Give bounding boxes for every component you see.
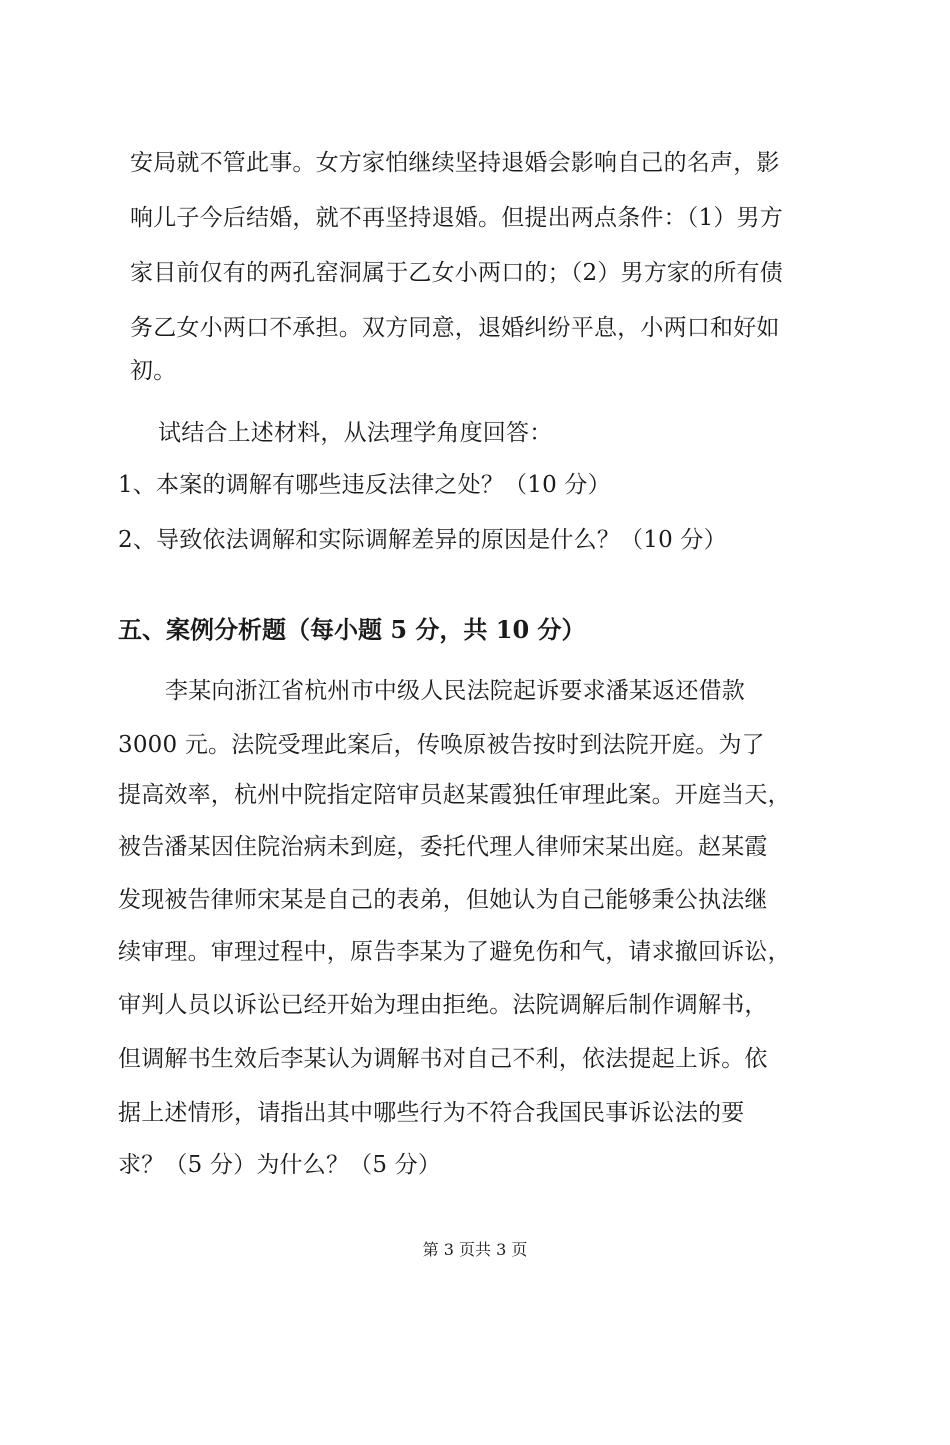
- case-line: 被告潘某因住院治病未到庭，委托代理人律师宋某出庭。赵某霞: [118, 834, 768, 860]
- case-line: 续审理。审理过程中，原告李某为了避免伤和气，请求撤回诉讼，: [118, 939, 791, 965]
- case-line: 但调解书生效后李某认为调解书对自己不利，依法提起上诉。依: [118, 1046, 768, 1072]
- case-line: 提高效率，杭州中院指定陪审员赵某霞独任审理此案。开庭当天，: [118, 782, 791, 808]
- case-line: 发现被告律师宋某是自己的表弟，但她认为自己能够秉公执法继: [118, 887, 768, 913]
- case-line: 求？（5 分）为什么？（5 分）: [118, 1152, 442, 1178]
- case-line: 据上述情形，请指出其中哪些行为不符合我国民事诉讼法的要: [118, 1100, 745, 1126]
- question-item: 2、导致依法调解和实际调解差异的原因是什么？（10 分）: [118, 527, 727, 553]
- case-line: 3000 元。法院受理此案后，传唤原被告按时到法院开庭。为了: [118, 732, 765, 758]
- paragraph-line: 初。: [130, 358, 177, 384]
- paragraph-line: 家目前仅有的两孔窑洞属于乙女小两口的；（2）男方家的所有债: [130, 260, 783, 286]
- page-number: 第 3 页共 3 页: [422, 1240, 528, 1259]
- paragraph-line: 响儿子今后结婚，就不再坚持退婚。但提出两点条件：（1）男方: [130, 205, 783, 231]
- case-line: 审判人员以诉讼已经开始为理由拒绝。法院调解后制作调解书，: [118, 992, 768, 1018]
- question-item: 1、本案的调解有哪些违反法律之处？（10 分）: [118, 472, 611, 498]
- paragraph-line: 安局就不管此事。女方家怕继续坚持退婚会影响自己的名声，影: [130, 150, 780, 176]
- section-heading: 五、案例分析题（每小题 5 分，共 10 分）: [118, 615, 586, 644]
- question-prompt: 试结合上述材料，从法理学角度回答：: [158, 420, 553, 446]
- paragraph-line: 务乙女小两口不承担。双方同意，退婚纠纷平息，小两口和好如: [130, 315, 780, 341]
- case-line: 李某向浙江省杭州市中级人民法院起诉要求潘某返还借款: [165, 678, 745, 704]
